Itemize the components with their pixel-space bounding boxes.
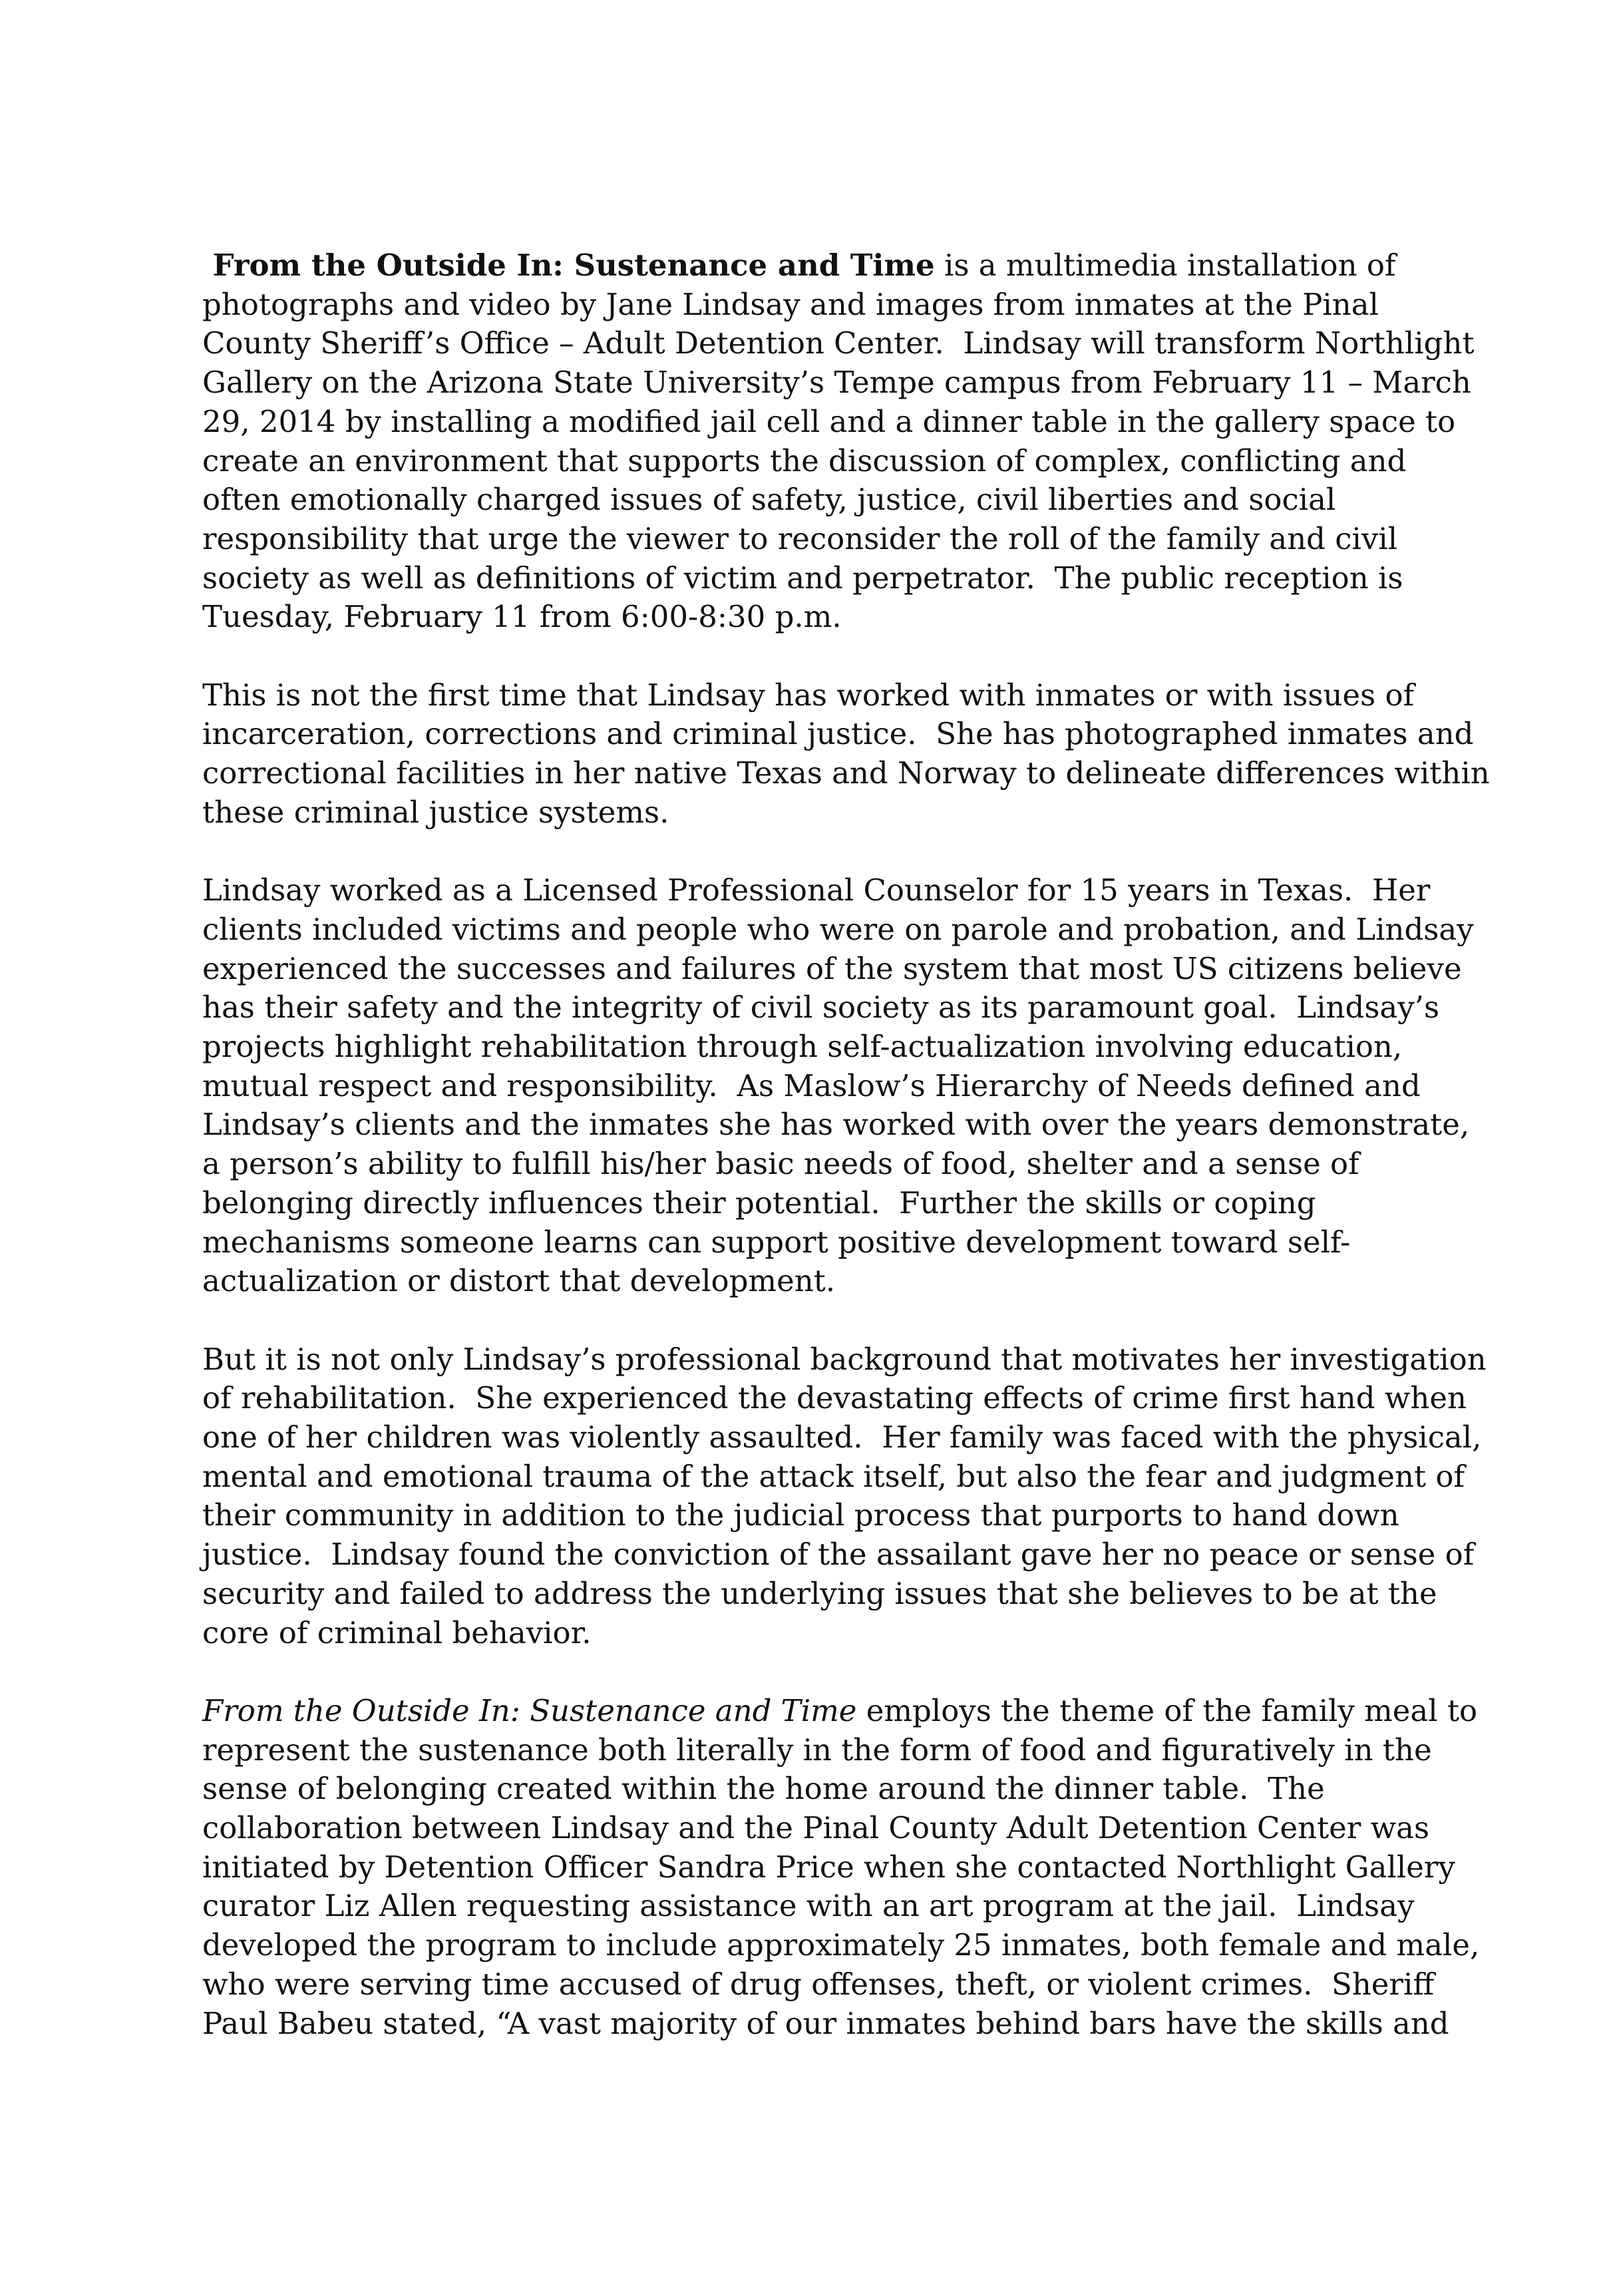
paragraph-spacer [202,1652,1427,1692]
text-run: clients included victims and people who were on parole and probation, and Lindsay [202,911,1474,947]
text-line [202,1105,1470,1145]
text-run: Tuesday, February 11 from 6:00-8:30 p.m. [202,599,842,635]
emphasized-title: From the Outside In: Sustenance and Time [202,1692,857,1728]
paragraph-p5 [202,1692,1480,2043]
text-line [202,950,1462,989]
text-run: experienced the successes and failures of the system that most US citizens believe [202,950,1462,986]
text-line [202,910,1474,950]
text-run: collaboration between Lindsay and the Pinal County Adult Detention Center was [202,1810,1430,1846]
text-line [202,1887,1427,1926]
text-line [202,1770,1427,1809]
text-line [202,2005,1449,2044]
text-run: actualization or distort that development. [202,1263,836,1299]
text-run: society as well as definitions of victim and perpetrator. The public reception is [202,560,1403,596]
text-line [202,793,1427,833]
text-run: security and failed to address the underlying issues that she believes to be at the [202,1575,1437,1611]
text-line [202,598,1427,637]
text-line [202,246,1427,286]
text-line [202,1692,1478,1731]
text-line [202,1848,1455,1887]
text-run: 29, 2014 by installing a modified jail cell and a dinner table in the gallery space to [202,403,1456,439]
text-run: is a multimedia installation of [934,248,1396,283]
text-line [202,1184,1427,1223]
paragraph-spacer [202,833,1427,872]
text-run: incarceration, corrections and criminal justice. She has photographed inmates and [202,716,1474,752]
text-line [202,1223,1427,1262]
text-run: photographs and video by Jane Lindsay and images from inmates at the Pinal [202,286,1379,322]
paragraph-p1 [202,246,1475,637]
text-run: a person’s ability to fulfill his/her basic needs of food, shelter and a sense of [202,1146,1359,1182]
text-run: mutual respect and responsibility. As Maslow’s Hierarchy of Needs defined and [202,1067,1421,1103]
text-run: projects highlight rehabilitation through self-actualization involving education, [202,1029,1403,1065]
text-line [202,520,1427,559]
text-line [202,1457,1465,1497]
text-run: developed the program to include approximately 25 inmates, both female and male, [202,1927,1480,1963]
text-run: Lindsay worked as a Licensed Professional Counselor for 15 years in Texas. Her [202,872,1431,908]
text-line [202,1067,1427,1106]
text-line [202,1418,1482,1457]
text-line [202,403,1456,442]
text-line [202,676,1427,715]
text-line [202,1614,1427,1653]
text-line [202,1926,1480,1965]
text-run: Lindsay’s clients and the inmates she has worked with over the years demonstrate, [202,1107,1470,1143]
paragraph-p3 [202,871,1474,1301]
emphasized-title: From the Outside In: Sustenance and Time [202,248,935,283]
text-line [202,1379,1467,1418]
paragraph-p4 [202,1340,1487,1653]
text-line [202,1809,1430,1848]
paragraph-p2 [202,676,1490,833]
text-run: one of her children was violently assaulted. Her family was faced with the physical, [202,1420,1482,1455]
text-run: But it is not only Lindsay’s professional background that motivates her investigation [202,1341,1487,1377]
text-line [202,480,1427,520]
paragraph-spacer [202,1301,1427,1340]
text-run: often emotionally charged issues of safety, justice, civil liberties and social [202,482,1336,518]
text-line [202,1575,1437,1614]
text-run: responsibility that urge the viewer to reconsider the roll of the family and civil [202,520,1398,556]
text-line [202,1731,1432,1770]
text-run: curator Liz Allen requesting assistance with an art program at the jail. Lindsay [202,1888,1415,1924]
text-line [202,1965,1435,2005]
text-line [202,1262,1427,1301]
text-run: sense of belonging created within the home around the dinner table. The [202,1771,1325,1807]
text-run: mental and emotional trauma of the attack itself, but also the fear and judgment of [202,1458,1465,1494]
text-line [202,988,1440,1028]
text-line [202,1340,1487,1380]
text-line [202,286,1427,325]
text-run: belonging directly influences their potential. Further the skills or coping [202,1185,1316,1221]
text-run: core of criminal behavior. [202,1615,592,1650]
text-run: who were serving time accused of drug offenses, theft, or violent crimes. Sheriff [202,1966,1435,2002]
text-run: has their safety and the integrity of civil society as its paramount goal. Lindsay’s [202,990,1440,1026]
text-run: County Sheriff’s Office – Adult Detention Center. Lindsay will transform Northlight [202,325,1475,361]
text-line [202,1028,1427,1067]
text-line [202,754,1490,793]
text-run: represent the sustenance both literally in the form of food and figuratively in the [202,1732,1432,1768]
document-page [202,246,1490,2043]
text-line [202,363,1471,403]
text-line [202,559,1427,598]
text-run: Paul Babeu stated, “A vast majority of our inmates behind bars have the skills and [202,2005,1449,2041]
text-run: of rehabilitation. She experienced the devastating effects of crime first hand when [202,1380,1467,1416]
text-line [202,715,1474,754]
text-line [202,324,1475,363]
paragraph-spacer [202,637,1427,676]
text-line [202,1145,1427,1184]
text-run: create an environment that supports the discussion of complex, conflicting and [202,443,1407,478]
text-run: their community in addition to the judicial process that purports to hand down [202,1497,1399,1533]
text-run: these criminal justice systems. [202,794,669,830]
text-line [202,1535,1475,1575]
text-run: mechanisms someone learns can support positive development toward self- [202,1224,1351,1260]
text-run: Gallery on the Arizona State University’s Tempe campus from February 11 – March [202,365,1471,401]
text-run: correctional facilities in her native Texas and Norway to delineate differences within [202,755,1490,791]
text-line [202,871,1431,910]
text-run: This is not the first time that Lindsay has worked with inmates or with issues of [202,677,1415,713]
text-run: justice. Lindsay found the conviction of the assailant gave her no peace or sense of [202,1537,1475,1573]
text-line [202,1496,1427,1535]
text-run: initiated by Detention Officer Sandra Price when she contacted Northlight Gallery [202,1849,1455,1885]
text-run: employs the theme of the family meal to [856,1692,1478,1728]
text-line [202,442,1427,481]
